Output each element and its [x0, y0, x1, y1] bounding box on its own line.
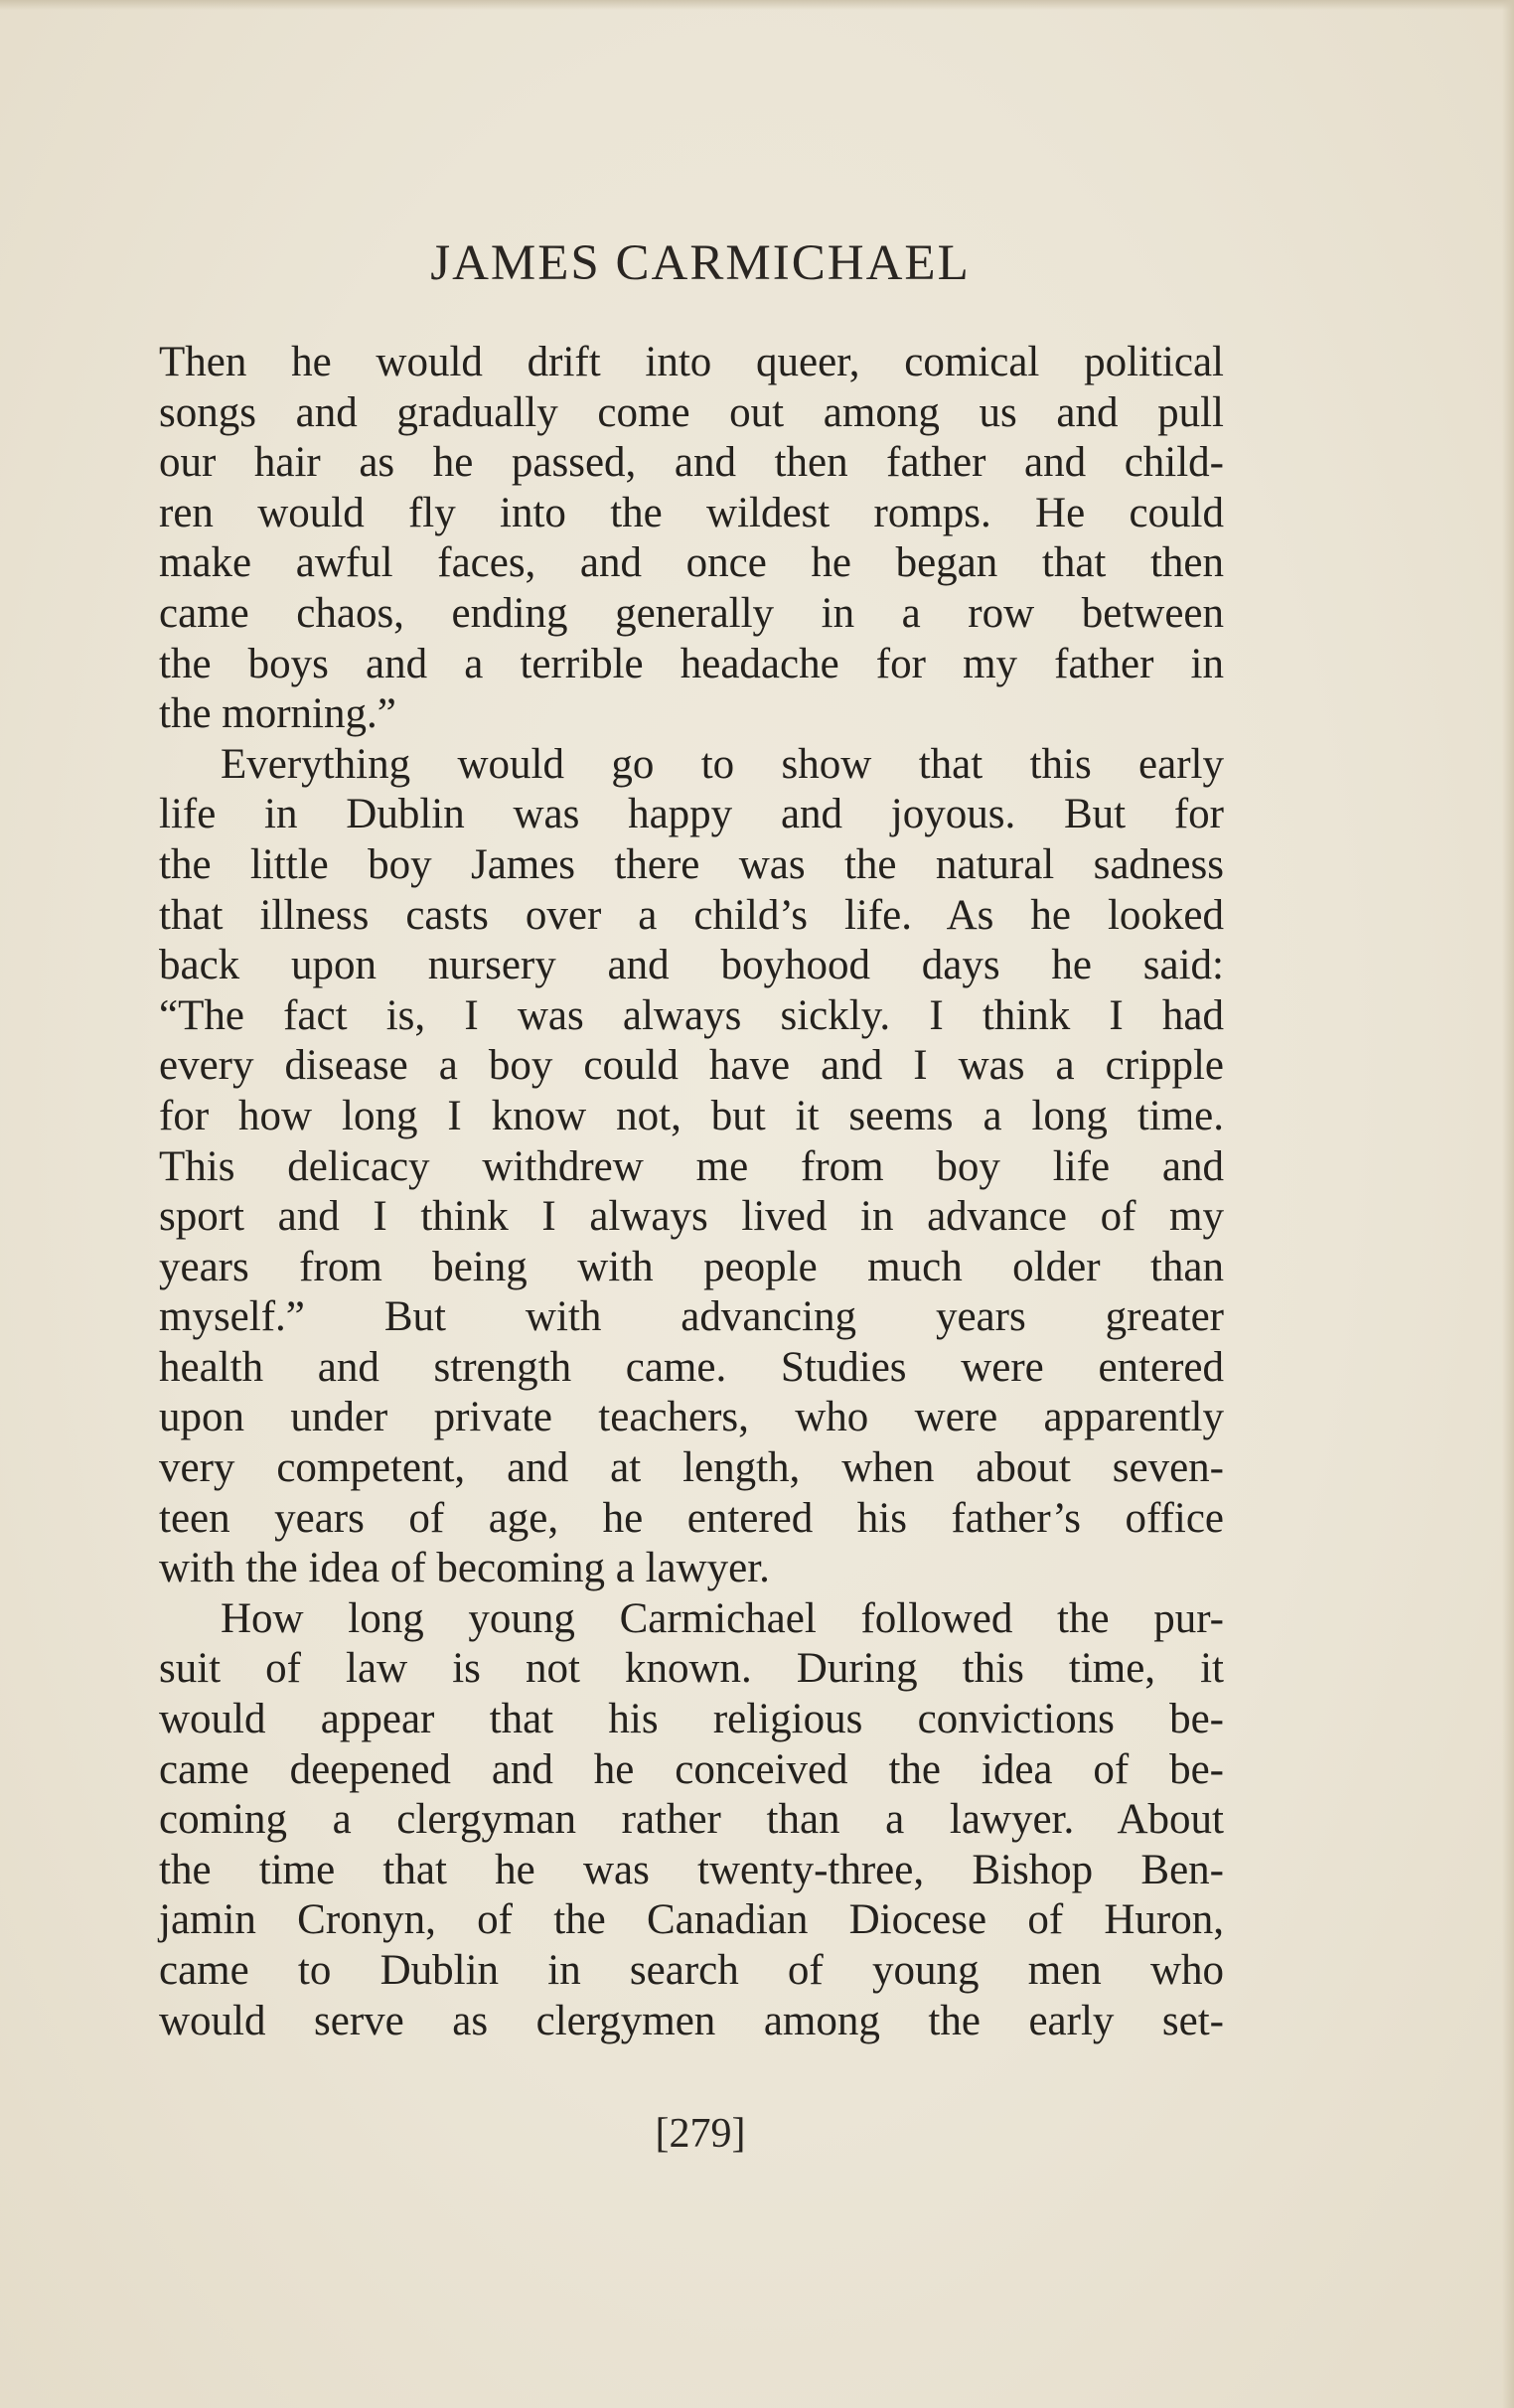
text-line: very competent, and at length, when about seven-: [159, 1444, 1224, 1492]
text-line-paragraph-start: How long young Carmichael followed the pur-: [221, 1594, 1224, 1642]
text-line: songs and gradually come out among us and pull: [159, 388, 1224, 436]
text-line: the morning.”: [159, 690, 396, 738]
page-top-shadow: [0, 0, 1514, 10]
text-line: would appear that his religious convictions be-: [159, 1696, 1224, 1743]
page-number: [279]: [655, 2111, 746, 2157]
text-line: “The fact is, I was always sickly. I think I had: [159, 991, 1224, 1039]
text-line: life in Dublin was happy and joyous. But for: [159, 791, 1224, 838]
text-line: for how long I know not, but it seems a long time.: [159, 1092, 1224, 1139]
text-line: make awful faces, and once he began that then: [159, 539, 1224, 587]
text-line: coming a clergyman rather than a lawyer. About: [159, 1796, 1224, 1844]
text-line: our hair as he passed, and then father and child-: [159, 439, 1224, 487]
text-line: jamin Cronyn, of the Canadian Diocese of Huron,: [159, 1896, 1224, 1944]
text-line: upon under private teachers, who were apparently: [159, 1394, 1224, 1441]
text-line: years from being with people much older than: [159, 1243, 1224, 1290]
running-head: JAMES CARMICHAEL: [430, 235, 971, 291]
text-line: back upon nursery and boyhood days he said:: [159, 942, 1224, 989]
text-line: would serve as clergymen among the early set-: [159, 1997, 1224, 2044]
text-line: Then he would drift into queer, comical political: [159, 339, 1224, 385]
text-line: sport and I think I always lived in advance of my: [159, 1193, 1224, 1241]
text-line: came chaos, ending generally in a row between: [159, 589, 1224, 637]
text-line: myself.” But with advancing years greater: [159, 1293, 1224, 1341]
page-right-shadow: [1502, 0, 1514, 2408]
text-line: the little boy James there was the natural sadness: [159, 840, 1224, 888]
text-line: the time that he was twenty-three, Bishop Ben-: [159, 1846, 1224, 1893]
text-line: that illness casts over a child’s life. As he looked: [159, 891, 1224, 939]
text-line: every disease a boy could have and I was a cripple: [159, 1042, 1224, 1090]
text-line: This delicacy withdrew me from boy life and: [159, 1142, 1224, 1190]
text-line: suit of law is not known. During this time, it: [159, 1645, 1224, 1693]
text-line: the boys and a terrible headache for my father in: [159, 640, 1224, 687]
body-text: [159, 338, 1224, 2046]
text-line-paragraph-start: Everything would go to show that this early: [221, 740, 1224, 788]
text-line: teen years of age, he entered his father’s office: [159, 1494, 1224, 1542]
text-line: health and strength came. Studies were entered: [159, 1343, 1224, 1391]
text-line: came deepened and he conceived the idea of be-: [159, 1745, 1224, 1793]
text-line: came to Dublin in search of young men who: [159, 1947, 1224, 1994]
text-line: ren would fly into the wildest romps. He could: [159, 489, 1224, 536]
text-line: with the idea of becoming a lawyer.: [159, 1545, 770, 1592]
